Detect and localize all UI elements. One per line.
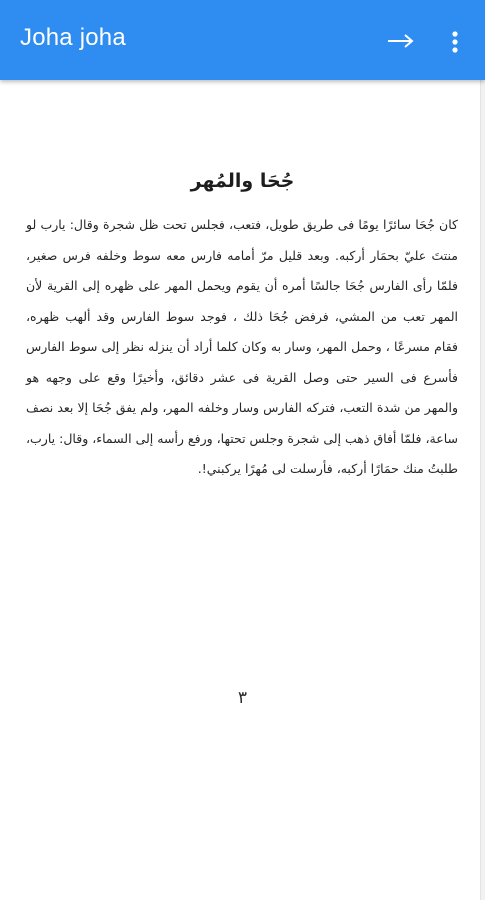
page-edge bbox=[480, 80, 485, 900]
forward-button[interactable] bbox=[382, 26, 418, 56]
more-vertical-icon bbox=[452, 31, 458, 53]
overflow-menu-button[interactable] bbox=[440, 24, 470, 60]
page-number: ٣ bbox=[237, 688, 248, 708]
story-body: كان جُحَا سائرًا يومًا فى طريق طويل، فتعب، فجلس تحت ظل شجرة وقال: يارب لو منتتَ عليّ بحمَار أركبه. وبعد قليل مرّ أمامه فارس معه سوط وخلفه فرس صغير، فلمّا رأى الفارس جُحَا جالسًا أمره أن يقوم ويحمل المهر على ظهره إلى القرية لأن المهر تعب من المشي، فرفض جُحَا ذلك ، فوجد سوط الفارس وقد ألهب ظهره، فقام مسرعًا ، وحمل المهر، وسار به وكان كلما أراد أن ينزله نظر إلى سوط الفارس فأسرع فى السير حتى وصل القرية فى عشر دقائق، وأخيرًا وقع على وجهه هو والمهر من شدة التعب، فتركه الفارس وسار وخلفه المهر، ولم يفق جُحَا إلا بعد نصف ساعة، فلمّا أفاق ذهب إلى شجرة وجلس تحتها، ورفع رأسه إلى السماء، وقال: يارب، طلبتُ منك حمَارًا أركبه، فأرسلت لى مُهرًا يركبني!. bbox=[26, 217, 458, 476]
app-bar bbox=[0, 0, 485, 80]
arrow-right-icon bbox=[386, 33, 414, 49]
book-page bbox=[0, 80, 485, 900]
story-title: جُحَا والمُهر bbox=[190, 170, 295, 192]
app-title: Joha joha bbox=[20, 24, 126, 51]
